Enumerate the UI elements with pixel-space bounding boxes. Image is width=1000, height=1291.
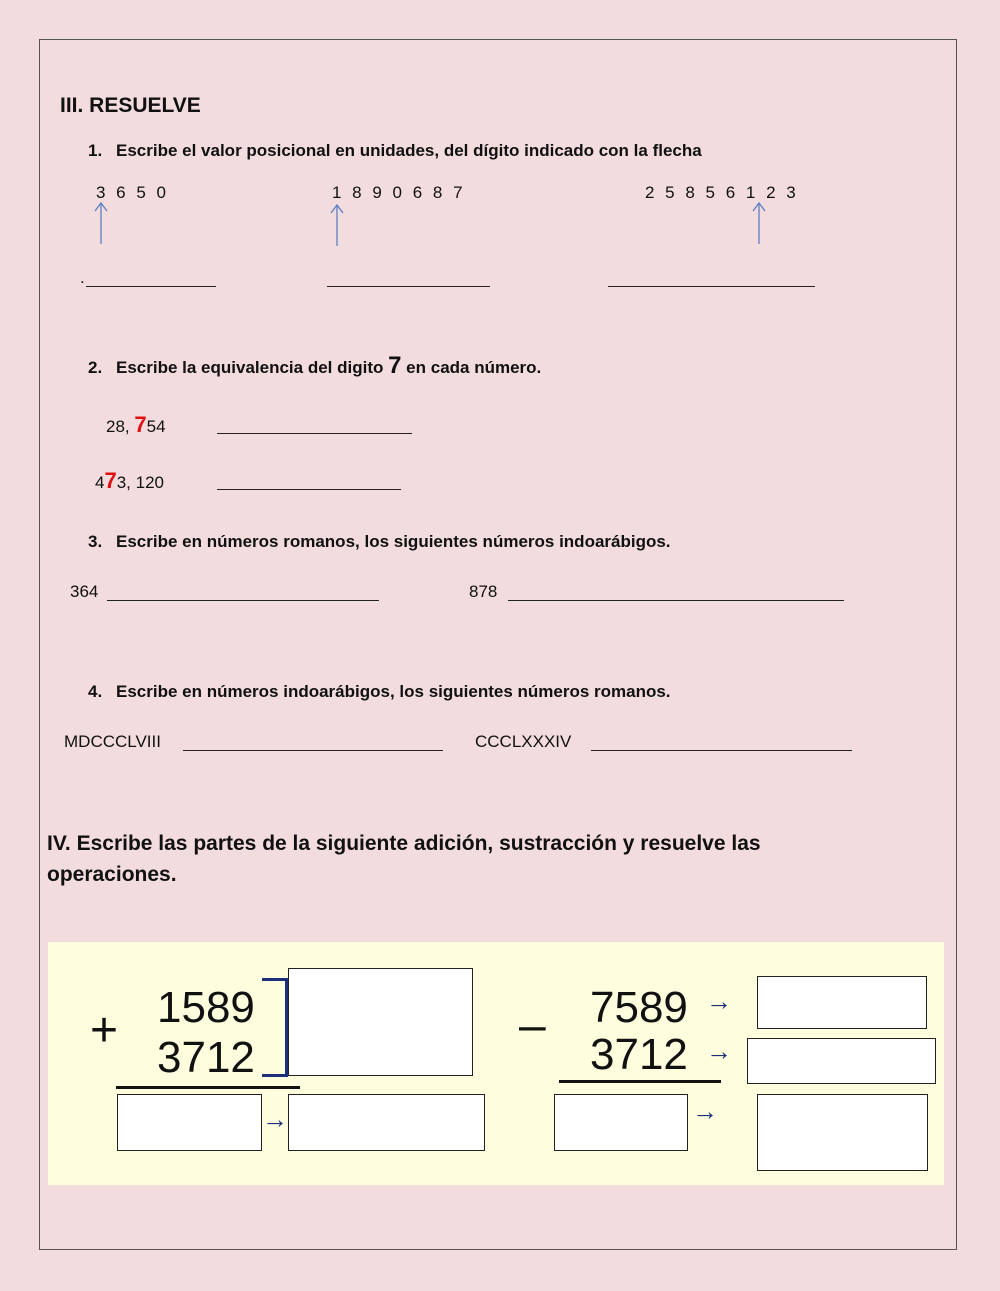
question-2 bbox=[88, 352, 541, 380]
equivalence-line-1[interactable] bbox=[217, 433, 412, 434]
arabic-prompt-2: CCCLXXXIV bbox=[475, 732, 572, 751]
question-2-number: 2. bbox=[88, 358, 103, 377]
sum-result-box[interactable] bbox=[117, 1094, 262, 1151]
right-arrow-icon: → bbox=[706, 1036, 732, 1066]
addends-bracket bbox=[262, 978, 288, 1077]
question-4 bbox=[88, 682, 671, 702]
addend-2: 3712 bbox=[157, 1033, 255, 1082]
answer-line-3[interactable] bbox=[608, 286, 815, 287]
minuend: 7589 bbox=[590, 983, 688, 1032]
item-2-post: 3, 120 bbox=[116, 473, 164, 492]
difference-name-box[interactable] bbox=[757, 1094, 928, 1171]
item-1-pre: 28, bbox=[106, 417, 135, 436]
arabic-prompt-1: MDCCCLVIII bbox=[64, 732, 161, 751]
right-arrow-icon: → bbox=[706, 986, 732, 1016]
up-arrow-icon bbox=[330, 203, 344, 247]
equivalence-line-2[interactable] bbox=[217, 489, 401, 490]
roman-prompt-1: 364 bbox=[70, 582, 99, 601]
subtrahend: 3712 bbox=[590, 1030, 688, 1079]
question-1-text: Escribe el valor posicional en unidades, del dígito indicado con la flecha bbox=[116, 141, 702, 160]
section-4-title: IV. Escribe las partes de la siguiente adición, sustracción y resuelve las operaciones. bbox=[47, 832, 761, 886]
roman-line-2[interactable] bbox=[508, 600, 844, 601]
answer-prefix-dot: . bbox=[80, 268, 85, 287]
equivalence-item-2 bbox=[95, 468, 164, 494]
addend-1: 1589 bbox=[157, 983, 255, 1032]
up-arrow-icon bbox=[94, 201, 108, 245]
subtraction-rule bbox=[559, 1080, 721, 1083]
number-3: 2 5 8 5 6 1 2 3 bbox=[645, 183, 799, 202]
question-2-digit: 7 bbox=[388, 352, 402, 379]
subtraction-sign: – bbox=[519, 999, 546, 1052]
question-1-number: 1. bbox=[88, 141, 103, 160]
question-3-text: Escribe en números romanos, los siguientes números indoarábigos. bbox=[116, 532, 671, 551]
addition-sign: + bbox=[90, 1004, 119, 1057]
minuend-name-box[interactable] bbox=[757, 976, 927, 1029]
addends-name-box[interactable] bbox=[288, 968, 473, 1076]
question-2-text-before: Escribe la equivalencia del digito bbox=[116, 358, 389, 377]
answer-line-1[interactable] bbox=[86, 286, 216, 287]
question-3-number: 3. bbox=[88, 532, 103, 551]
question-2-text-after: en cada número. bbox=[401, 358, 542, 377]
right-arrow-icon: → bbox=[692, 1096, 718, 1126]
arabic-line-2[interactable] bbox=[591, 750, 852, 751]
answer-line-2[interactable] bbox=[327, 286, 490, 287]
question-4-number: 4. bbox=[88, 682, 103, 701]
question-4-text: Escribe en números indoarábigos, los siguientes números romanos. bbox=[116, 682, 671, 701]
right-arrow-icon: → bbox=[262, 1104, 288, 1134]
addition-rule bbox=[116, 1086, 300, 1089]
subtrahend-name-box[interactable] bbox=[747, 1038, 936, 1084]
roman-line-1[interactable] bbox=[107, 600, 379, 601]
number-1: 3 6 5 0 bbox=[96, 183, 169, 202]
item-1-post: 54 bbox=[146, 417, 166, 436]
item-2-pre: 4 bbox=[95, 473, 105, 492]
up-arrow-icon bbox=[752, 201, 766, 245]
equivalence-item-1 bbox=[106, 412, 166, 438]
question-3 bbox=[88, 532, 671, 552]
difference-result-box[interactable] bbox=[554, 1094, 688, 1151]
section-3-title: III. RESUELVE bbox=[60, 94, 201, 117]
arabic-line-1[interactable] bbox=[183, 750, 443, 751]
number-2: 1 8 9 0 6 8 7 bbox=[332, 183, 466, 202]
item-1-red-digit: 7 bbox=[134, 412, 147, 437]
item-2-red-digit: 7 bbox=[104, 468, 117, 493]
question-1 bbox=[88, 141, 702, 161]
sum-name-box[interactable] bbox=[288, 1094, 485, 1151]
roman-prompt-2: 878 bbox=[469, 582, 498, 601]
